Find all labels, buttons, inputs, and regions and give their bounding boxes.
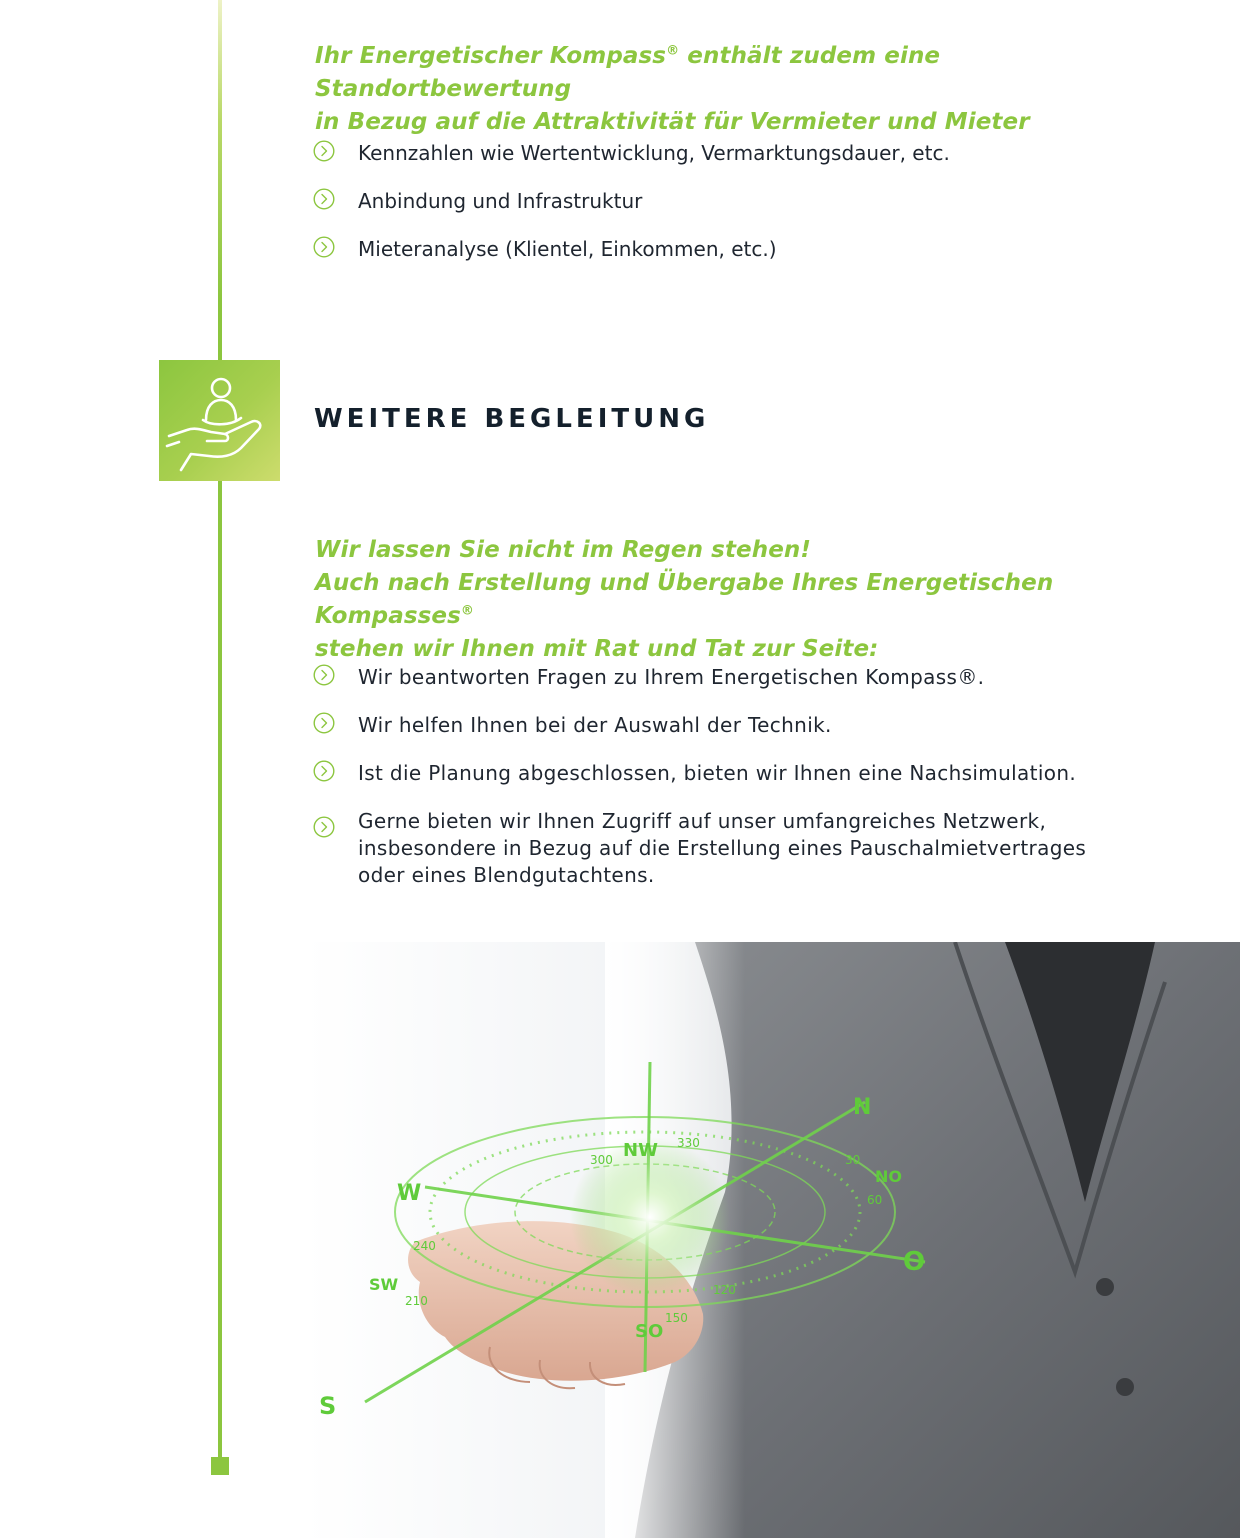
- chevron-circle-icon: [313, 816, 335, 838]
- compass-degree: 120: [713, 1283, 736, 1297]
- list-item-text: [358, 760, 1113, 787]
- intro-line: stehen wir Ihnen mit Rat und Tat zur Seite:: [315, 636, 879, 662]
- list-item: [313, 712, 1113, 739]
- compass-label-northeast: NO: [875, 1167, 902, 1186]
- list-item-line: insbesondere in Bezug auf die Erstellung eines Pauschalmietvertrages: [358, 836, 1087, 860]
- timeline-end-marker: [211, 1457, 229, 1475]
- list-item: [313, 808, 1113, 889]
- compass-degree: 210: [405, 1294, 428, 1308]
- hand-holding-person-icon: [159, 360, 280, 481]
- list-item-text: [358, 808, 1113, 889]
- list-item-line: oder eines Blendgutachtens.: [358, 863, 655, 887]
- list-item-text: Anbindung und Infrastruktur: [358, 189, 643, 213]
- chevron-circle-icon: [313, 188, 335, 210]
- timeline-line: [218, 0, 222, 1460]
- compass-degree: 60: [867, 1193, 883, 1207]
- list-item-text: [358, 712, 1113, 739]
- compass-degree: 240: [413, 1239, 436, 1253]
- chevron-circle-icon: [313, 140, 335, 162]
- list-item-line: Wir helfen Ihnen bei der Auswahl der Technik.: [358, 713, 832, 737]
- businessman-holding-compass-illustration: [305, 942, 1240, 1538]
- list-item-text: [358, 664, 1113, 691]
- intro-line: Wir lassen Sie nicht im Regen stehen!: [315, 537, 811, 563]
- section-icon-box: [159, 360, 280, 481]
- compass-label-northwest: NW: [623, 1140, 658, 1161]
- list-item: [313, 760, 1113, 787]
- intro-statement-support: [315, 534, 1215, 666]
- list-item-line: Wir beantworten Fragen zu Ihrem Energetischen Kompass®.: [358, 665, 985, 689]
- registered-mark: ®: [666, 43, 680, 59]
- list-item: [313, 188, 1113, 215]
- compass-degree: 30: [845, 1153, 861, 1167]
- list-item-text: Mieteranalyse (Klientel, Einkommen, etc.): [358, 237, 777, 261]
- chevron-circle-icon: [313, 664, 335, 686]
- list-item-line: Ist die Planung abgeschlossen, bieten wir Ihnen eine Nachsimulation.: [358, 761, 1077, 785]
- chevron-circle-icon: [313, 760, 335, 782]
- intro-statement-location: [315, 40, 1195, 139]
- compass-degree: 300: [590, 1153, 613, 1167]
- compass-degree: 150: [665, 1311, 688, 1325]
- compass-label-west: W: [397, 1181, 422, 1206]
- registered-mark: ®: [460, 603, 474, 619]
- chevron-circle-icon: [313, 236, 335, 258]
- list-item-text: Kennzahlen wie Wertentwicklung, Vermarktungsdauer, etc.: [358, 141, 950, 165]
- compass-label-south: S: [319, 1392, 337, 1420]
- chevron-circle-icon: [313, 712, 335, 734]
- compass-label-southeast: SO: [635, 1321, 664, 1342]
- list-item: [313, 236, 1113, 263]
- compass-label-north: N: [853, 1095, 872, 1120]
- intro-line: in Bezug auf die Attraktivität für Vermieter und Mieter: [315, 109, 1030, 135]
- compass-hero-image: [305, 942, 1240, 1538]
- list-item-line: Gerne bieten wir Ihnen Zugriff auf unser umfangreiches Netzwerk,: [358, 809, 1047, 833]
- intro-line: Auch nach Erstellung und Übergabe Ihres Energetischen Kompasses®: [315, 570, 1054, 629]
- compass-label-southwest: SW: [369, 1275, 399, 1294]
- list-item: [313, 664, 1113, 691]
- location-criteria-list: [313, 140, 1113, 284]
- section-title: WEITERE BEGLEITUNG: [314, 404, 710, 434]
- support-services-list: [313, 664, 1113, 910]
- compass-label-east: O: [903, 1247, 926, 1277]
- list-item: [313, 140, 1113, 167]
- compass-degree: 330: [677, 1136, 700, 1150]
- intro-line: Ihr Energetischer Kompass® enthält zudem eine Standortbewertung: [315, 43, 941, 102]
